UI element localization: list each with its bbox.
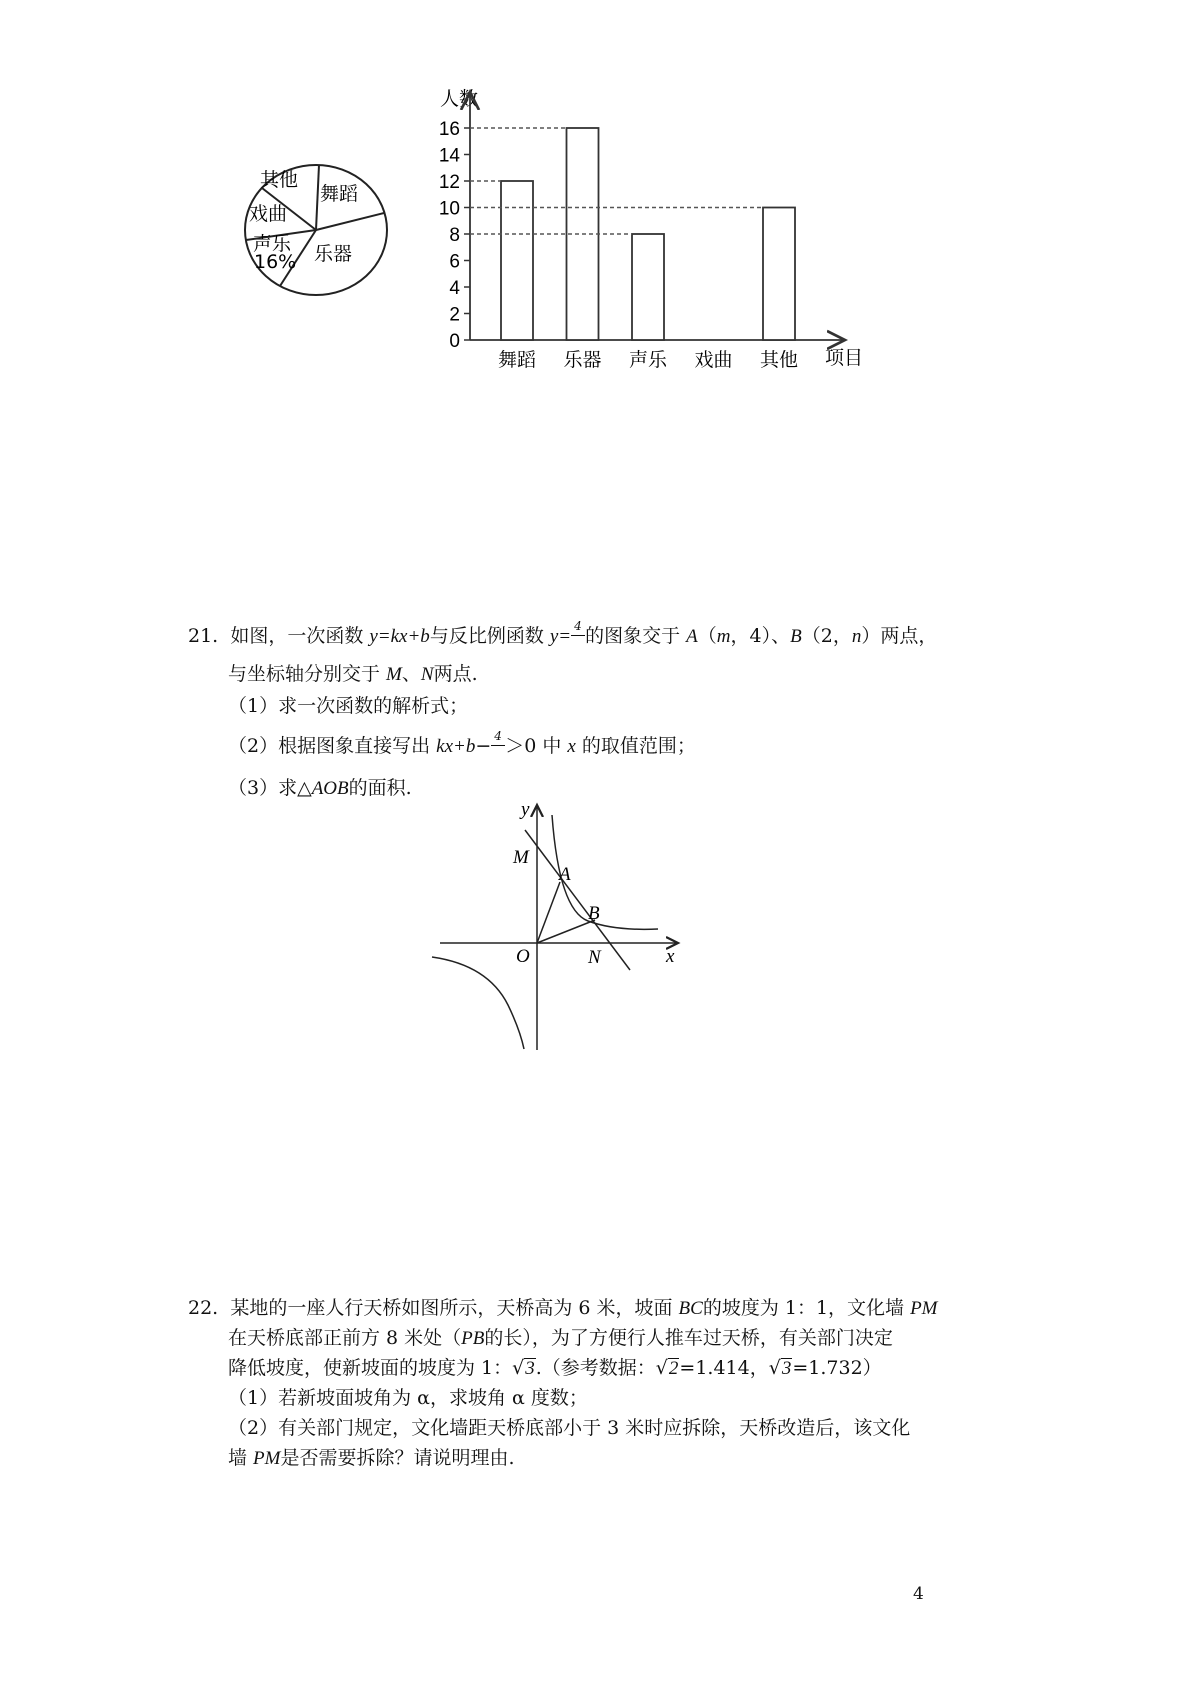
q22-line1: 22. 某地的一座人行天桥如图所示，天桥高为 6 米，坡面 BC的坡度为 1：1，文化墙 PM bbox=[188, 1297, 938, 1319]
y-tick-label: 8 bbox=[449, 225, 460, 246]
x-tick-label: 其他 bbox=[759, 349, 799, 371]
graph-label-M: M bbox=[513, 847, 529, 868]
fraction: 4 bbox=[571, 624, 585, 644]
q22-line2: 在天桥底部正前方 8 米处（PB的长），为了方便行人推车过天桥，有关部门决定 bbox=[228, 1327, 893, 1349]
y-tick-label: 4 bbox=[449, 278, 460, 299]
q22-part2: （2）有关部门规定，文化墙距天桥底部小于 3 米时应拆除，天桥改造后，该文化 bbox=[228, 1417, 911, 1439]
pie-divider bbox=[316, 165, 319, 230]
sqrt-expression: 3 bbox=[781, 1358, 792, 1379]
sqrt-expression: 2 bbox=[668, 1358, 679, 1379]
pie-label-opera: 戏曲 bbox=[249, 203, 288, 225]
x-tick-label: 乐器 bbox=[563, 349, 602, 371]
q21-part2: （2）根据图象直接写出 kx+b− 4 ＞0 中 x 的取值范围； bbox=[228, 729, 696, 757]
x-axis-label: 项目 bbox=[825, 347, 864, 369]
bar bbox=[632, 234, 664, 340]
y-tick-label: 10 bbox=[438, 198, 460, 220]
linear-function-line bbox=[525, 830, 630, 970]
segment-OB bbox=[537, 920, 595, 943]
graph-label-x: x bbox=[666, 946, 675, 967]
q22-part2-cont: 墙 PM是否需要拆除？请说明理由. bbox=[228, 1447, 515, 1469]
pie-divider bbox=[316, 213, 384, 230]
sqrt-expression: 3 bbox=[525, 1358, 535, 1379]
graph-label-y: y bbox=[521, 799, 530, 820]
y-tick-label: 16 bbox=[438, 119, 460, 140]
pie-chart bbox=[240, 150, 400, 305]
y-tick-label: 2 bbox=[449, 304, 460, 326]
y-tick-label: 6 bbox=[449, 251, 460, 273]
pie-label-dance: 舞蹈 bbox=[320, 183, 359, 205]
function-graph bbox=[420, 795, 690, 1055]
pie-label-instrument: 乐器 bbox=[314, 243, 353, 265]
pie-label-other: 其他 bbox=[260, 169, 299, 191]
bar bbox=[763, 208, 795, 341]
q22-number: 22. bbox=[188, 1297, 219, 1319]
bar-chart bbox=[420, 80, 880, 380]
y-tick-label: 0 bbox=[449, 331, 460, 352]
graph-label-A: A bbox=[559, 864, 571, 885]
segment-OA bbox=[537, 882, 560, 943]
graph-label-O: O bbox=[516, 946, 530, 967]
pie-label-vocal-percent: 16% bbox=[254, 251, 297, 273]
q21-line2: 与坐标轴分别交于 M、N两点. bbox=[228, 663, 478, 685]
x-tick-label: 舞蹈 bbox=[497, 349, 537, 371]
graph-label-N: N bbox=[588, 947, 601, 968]
q21-part3: （3）求△AOB的面积. bbox=[228, 777, 412, 799]
hyperbola-branch-q3 bbox=[432, 957, 524, 1049]
q21-number: 21. bbox=[188, 625, 219, 647]
q22-line3: 降低坡度，使新坡面的坡度为 1：√3.（参考数据：√2=1.414，√3=1.732） bbox=[228, 1357, 882, 1379]
page-number: 4 bbox=[913, 1584, 924, 1604]
graph-label-B: B bbox=[588, 903, 600, 924]
bar bbox=[501, 181, 533, 340]
y-axis-label: 人数 bbox=[440, 88, 479, 110]
q21-part1: （1）求一次函数的解析式； bbox=[228, 695, 469, 717]
q21-line1: 21. 如图，一次函数 y=kx+b与反比例函数 y= 4 的图象交于 A（m，4）、B（2，n）两点， bbox=[188, 619, 938, 647]
x-tick-label: 声乐 bbox=[628, 349, 668, 371]
pie-label-vocal: 声乐 bbox=[253, 233, 292, 255]
x-tick-label: 戏曲 bbox=[694, 349, 733, 371]
q22-part1: （1）若新坡面坡角为 α，求坡角 α 度数； bbox=[228, 1387, 588, 1409]
y-tick-label: 14 bbox=[438, 145, 460, 167]
fraction: 4 bbox=[491, 734, 505, 754]
y-tick-label: 12 bbox=[438, 172, 460, 193]
